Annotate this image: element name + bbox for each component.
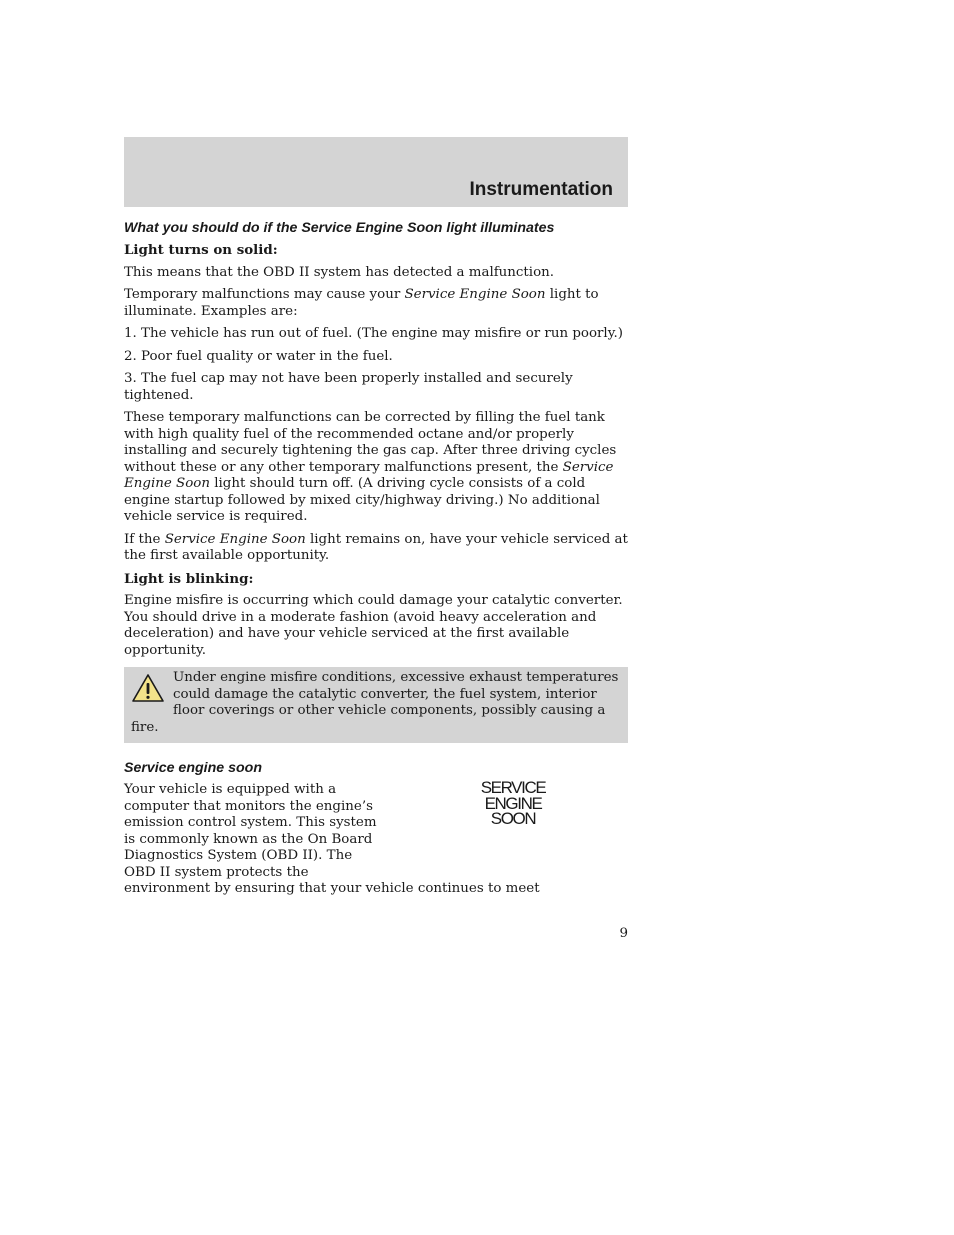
warning-triangle-icon xyxy=(131,672,165,704)
blinking-light-label: Light is blinking: xyxy=(124,570,254,587)
paragraph: Temporary malfunctions may cause your Service Engine Soon light to illuminate. Examples are: xyxy=(124,287,599,319)
list-item: 2. Poor fuel quality or water in the fuel. xyxy=(124,348,393,364)
obd-block xyxy=(124,778,628,898)
paragraph: Engine misfire is occurring which could damage your catalytic converter. You should drive in a moderate fashion (avoid heavy acceleration and deceleration) and have your vehicle serviced at the first available opportunity. xyxy=(124,593,623,658)
warning-text: Under engine misfire conditions, excessive exhaust temperatures could damage the catalytic converter, the fuel system, interior floor coverings or other vehicle components, possibly causing a fire. xyxy=(131,670,619,735)
service-engine-soon-term: Service Engine Soon xyxy=(404,287,546,302)
obd-text-continued: environment by ensuring that your vehicle continues to meet xyxy=(124,881,540,896)
section-heading: Service engine soon xyxy=(124,760,262,776)
list-item: 3. The fuel cap may not have been properly installed and securely tightened. xyxy=(124,371,573,403)
paragraph: If the Service Engine Soon light remains on, have your vehicle serviced at the first available opportunity. xyxy=(124,531,628,563)
obd-text: Your vehicle is equipped with a computer that monitors the engine’s emission control system. This system is commonly known as the On Board Diagnostics System (OBD II). The OBD II system protects the xyxy=(124,782,377,880)
section-subheading: What you should do if the Service Engine Soon light illuminates xyxy=(124,220,555,236)
main-content xyxy=(124,220,628,898)
warning-box xyxy=(124,667,628,743)
service-engine-soon-symbol: SERVICE ENGINE SOON xyxy=(480,778,546,828)
header-band xyxy=(124,137,628,207)
service-engine-soon-term: Service Engine Soon xyxy=(164,531,306,547)
list-item: 1. The vehicle has run out of fuel. (The engine may misfire or run poorly.) xyxy=(124,326,623,341)
page-number: 9 xyxy=(619,926,628,941)
paragraph: This means that the OBD II system has detected a malfunction. xyxy=(124,264,555,280)
service-engine-soon-term: Service Engine Soon xyxy=(124,459,614,491)
paragraph: These temporary malfunctions can be corrected by filling the fuel tank with high quality fuel of the recommended octane and/or properly installing and securely tightening the gas cap. After three driving cycles without these or any other temporary malfunctions present, the Service Engine Soon light should turn off. (A driving cycle consists of a cold engine startup followed by mixed city/highway driving.) No additional vehicle service is required. xyxy=(124,410,617,524)
solid-light-label: Light turns on solid: xyxy=(124,242,278,258)
page-title: Instrumentation xyxy=(469,179,613,200)
